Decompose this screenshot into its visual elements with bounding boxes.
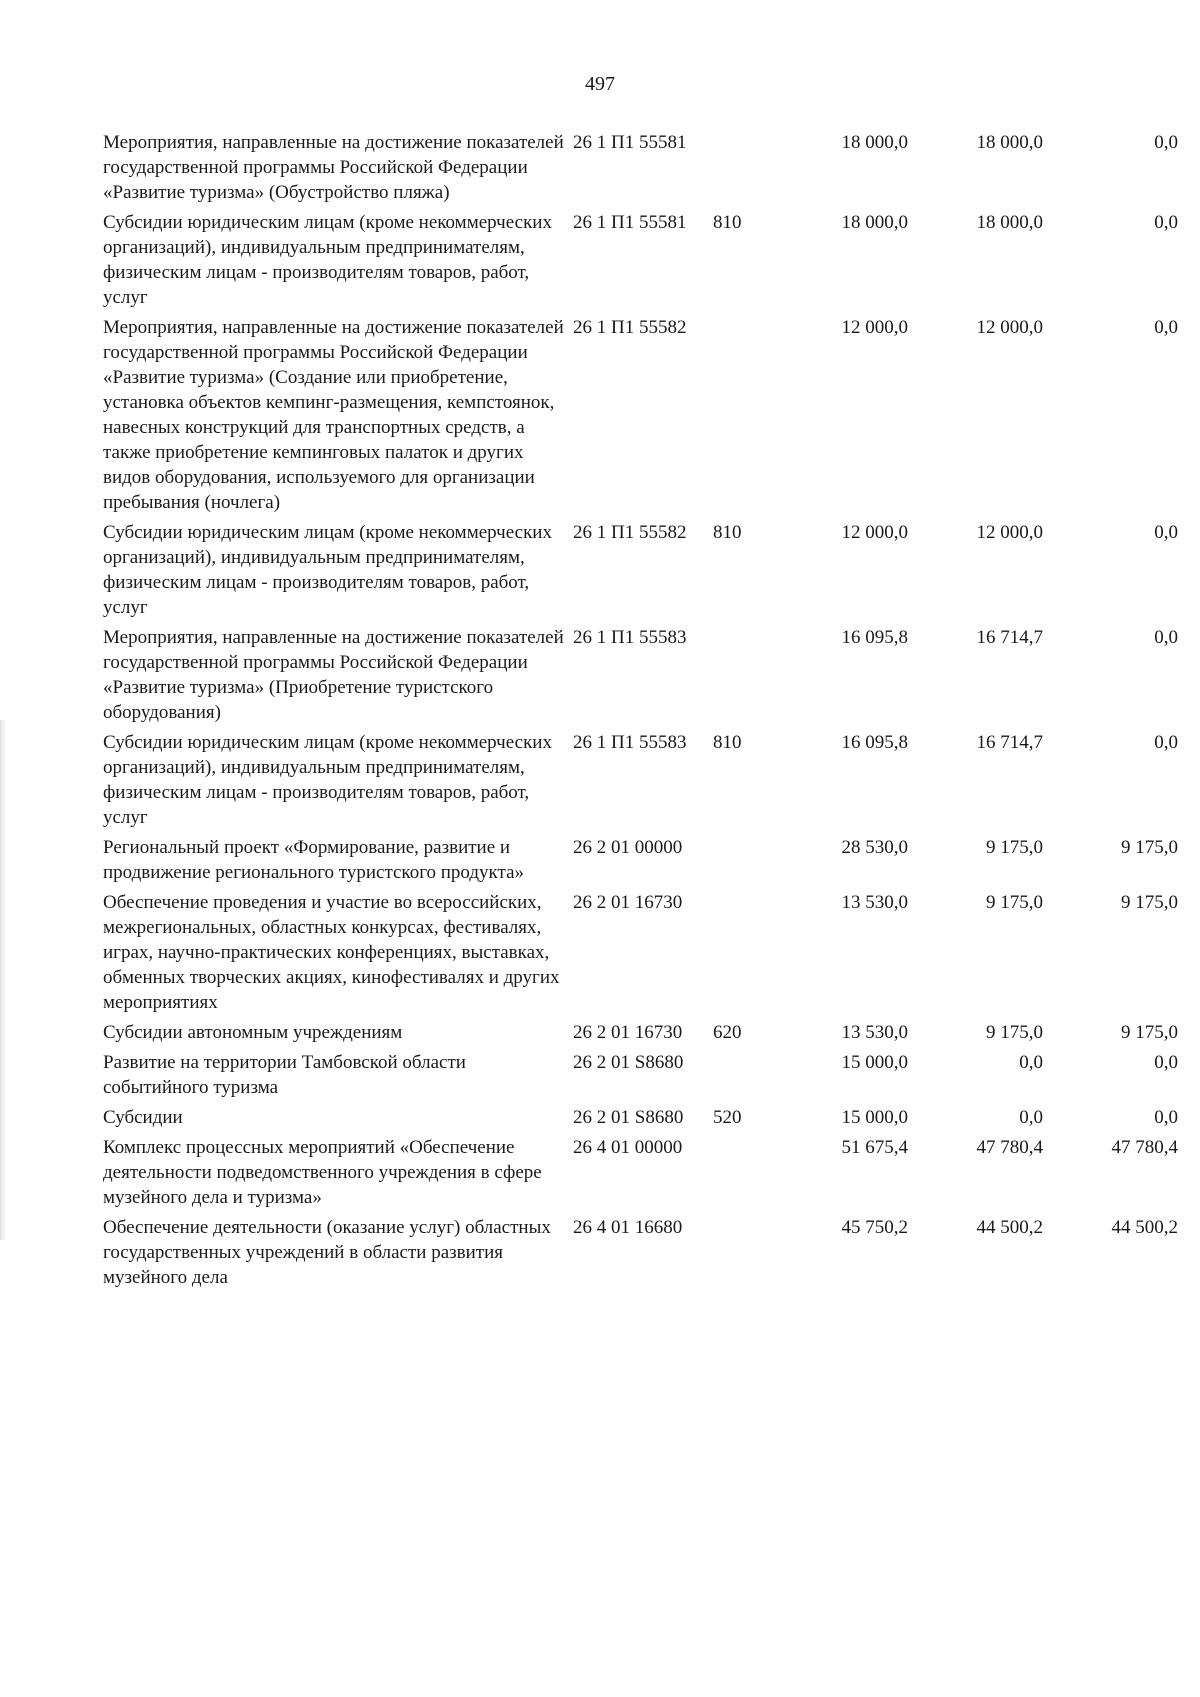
row-code: 26 2 01 16730 [573,1022,683,1043]
row-name: Субсидии юридическим лицам (кроме некоммерческих организаций), индивидуальным предпринимателям, физическим лицам - производителям товаров, работ, услуг [103,212,552,308]
row-value-3: 9 175,0 [1121,837,1178,858]
row-code: 26 4 01 00000 [573,1137,683,1158]
table-row [103,210,1178,310]
row-name: Мероприятия, направленные на достижение показателей государственной программы Российской Федерации «Развитие туризма» (Создание или приобретение, установка объектов кемпинг-размещения, кемпстоянок, навесных конструкций для транспортных средств, а также приобретение кемпинговых палаток и других видов оборудования, используемого для организации пребывания (ночлега) [103,317,564,513]
row-value-3: 0,0 [1154,132,1178,153]
row-value-2: 44 500,2 [976,1217,1043,1238]
row-type: 620 [713,1022,742,1043]
row-type: 810 [713,522,742,543]
row-type: 810 [713,732,742,753]
row-name: Обеспечение проведения и участие во всероссийских, межрегиональных, областных конкурсах, фестивалях, играх, научно-практических конференциях, выставках, обменных творческих акциях, кинофестивалях и других мероприятиях [103,892,560,1013]
table-row [103,1135,1178,1210]
row-value-2: 47 780,4 [976,1137,1043,1158]
row-name: Субсидии юридическим лицам (кроме некоммерческих организаций), индивидуальным предпринимателям, физическим лицам - производителям товаров, работ, услуг [103,732,552,828]
row-value-3: 0,0 [1154,317,1178,338]
row-value-2: 9 175,0 [986,837,1043,858]
budget-table [103,130,1178,1290]
row-name: Субсидии [103,1107,183,1128]
row-value-2: 12 000,0 [976,522,1043,543]
row-code: 26 2 01 00000 [573,837,683,858]
table-row [103,130,1178,205]
row-name: Субсидии юридическим лицам (кроме некоммерческих организаций), индивидуальным предпринимателям, физическим лицам - производителям товаров, работ, услуг [103,522,552,618]
row-code: 26 1 П1 55582 [573,317,687,338]
row-name: Мероприятия, направленные на достижение показателей государственной программы Российской Федерации «Развитие туризма» (Обустройство пляжа) [103,132,564,203]
table-row [103,835,1178,885]
row-value-1: 15 000,0 [841,1052,908,1073]
row-name: Мероприятия, направленные на достижение показателей государственной программы Российской Федерации «Развитие туризма» (Приобретение туристского оборудования) [103,627,564,723]
row-value-2: 16 714,7 [976,732,1043,753]
row-value-3: 47 780,4 [1111,1137,1178,1158]
row-value-2: 9 175,0 [986,892,1043,913]
row-value-3: 9 175,0 [1121,892,1178,913]
row-name: Обеспечение деятельности (оказание услуг) областных государственных учреждений в области развития музейного дела [103,1217,551,1288]
row-value-1: 51 675,4 [841,1137,908,1158]
row-value-1: 12 000,0 [841,317,908,338]
row-value-2: 12 000,0 [976,317,1043,338]
table-row [103,315,1178,515]
row-value-1: 15 000,0 [841,1107,908,1128]
row-value-1: 12 000,0 [841,522,908,543]
row-name: Комплекс процессных мероприятий «Обеспечение деятельности подведомственного учреждения в сфере музейного дела и туризма» [103,1137,542,1208]
table-row [103,1105,1178,1130]
row-value-1: 18 000,0 [841,212,908,233]
row-type: 520 [713,1107,742,1128]
row-code: 26 2 01 S8680 [573,1107,684,1128]
page-number: 497 [585,73,615,95]
row-code: 26 1 П1 55583 [573,732,687,753]
row-value-3: 44 500,2 [1111,1217,1178,1238]
row-value-1: 18 000,0 [841,132,908,153]
table-row [103,730,1178,830]
table-row [103,1215,1178,1290]
row-value-1: 45 750,2 [841,1217,908,1238]
row-value-2: 18 000,0 [976,132,1043,153]
row-value-3: 9 175,0 [1121,1022,1178,1043]
row-value-1: 16 095,8 [841,627,908,648]
row-code: 26 1 П1 55581 [573,212,687,233]
row-name: Развитие на территории Тамбовской области событийного туризма [103,1052,466,1098]
scan-edge-shadow [0,720,6,1240]
row-type: 810 [713,212,742,233]
row-code: 26 2 01 16730 [573,892,683,913]
row-value-1: 16 095,8 [841,732,908,753]
row-value-2: 0,0 [1019,1107,1043,1128]
row-code: 26 1 П1 55582 [573,522,687,543]
row-value-2: 18 000,0 [976,212,1043,233]
row-value-2: 9 175,0 [986,1022,1043,1043]
table-row [103,1050,1178,1100]
row-value-3: 0,0 [1154,1107,1178,1128]
row-code: 26 1 П1 55583 [573,627,687,648]
row-value-2: 0,0 [1019,1052,1043,1073]
row-code: 26 4 01 16680 [573,1217,683,1238]
row-value-3: 0,0 [1154,627,1178,648]
row-value-3: 0,0 [1154,212,1178,233]
row-value-3: 0,0 [1154,1052,1178,1073]
table-row [103,625,1178,725]
row-value-1: 13 530,0 [841,1022,908,1043]
row-value-3: 0,0 [1154,732,1178,753]
table-row [103,1020,1178,1045]
row-value-1: 13 530,0 [841,892,908,913]
row-value-2: 16 714,7 [976,627,1043,648]
row-name: Субсидии автономным учреждениям [103,1022,403,1043]
row-code: 26 2 01 S8680 [573,1052,684,1073]
table-row [103,520,1178,620]
row-value-3: 0,0 [1154,522,1178,543]
row-value-1: 28 530,0 [841,837,908,858]
table-row [103,890,1178,1015]
row-code: 26 1 П1 55581 [573,132,687,153]
row-name: Региональный проект «Формирование, развитие и продвижение регионального туристского продукта» [103,837,524,883]
